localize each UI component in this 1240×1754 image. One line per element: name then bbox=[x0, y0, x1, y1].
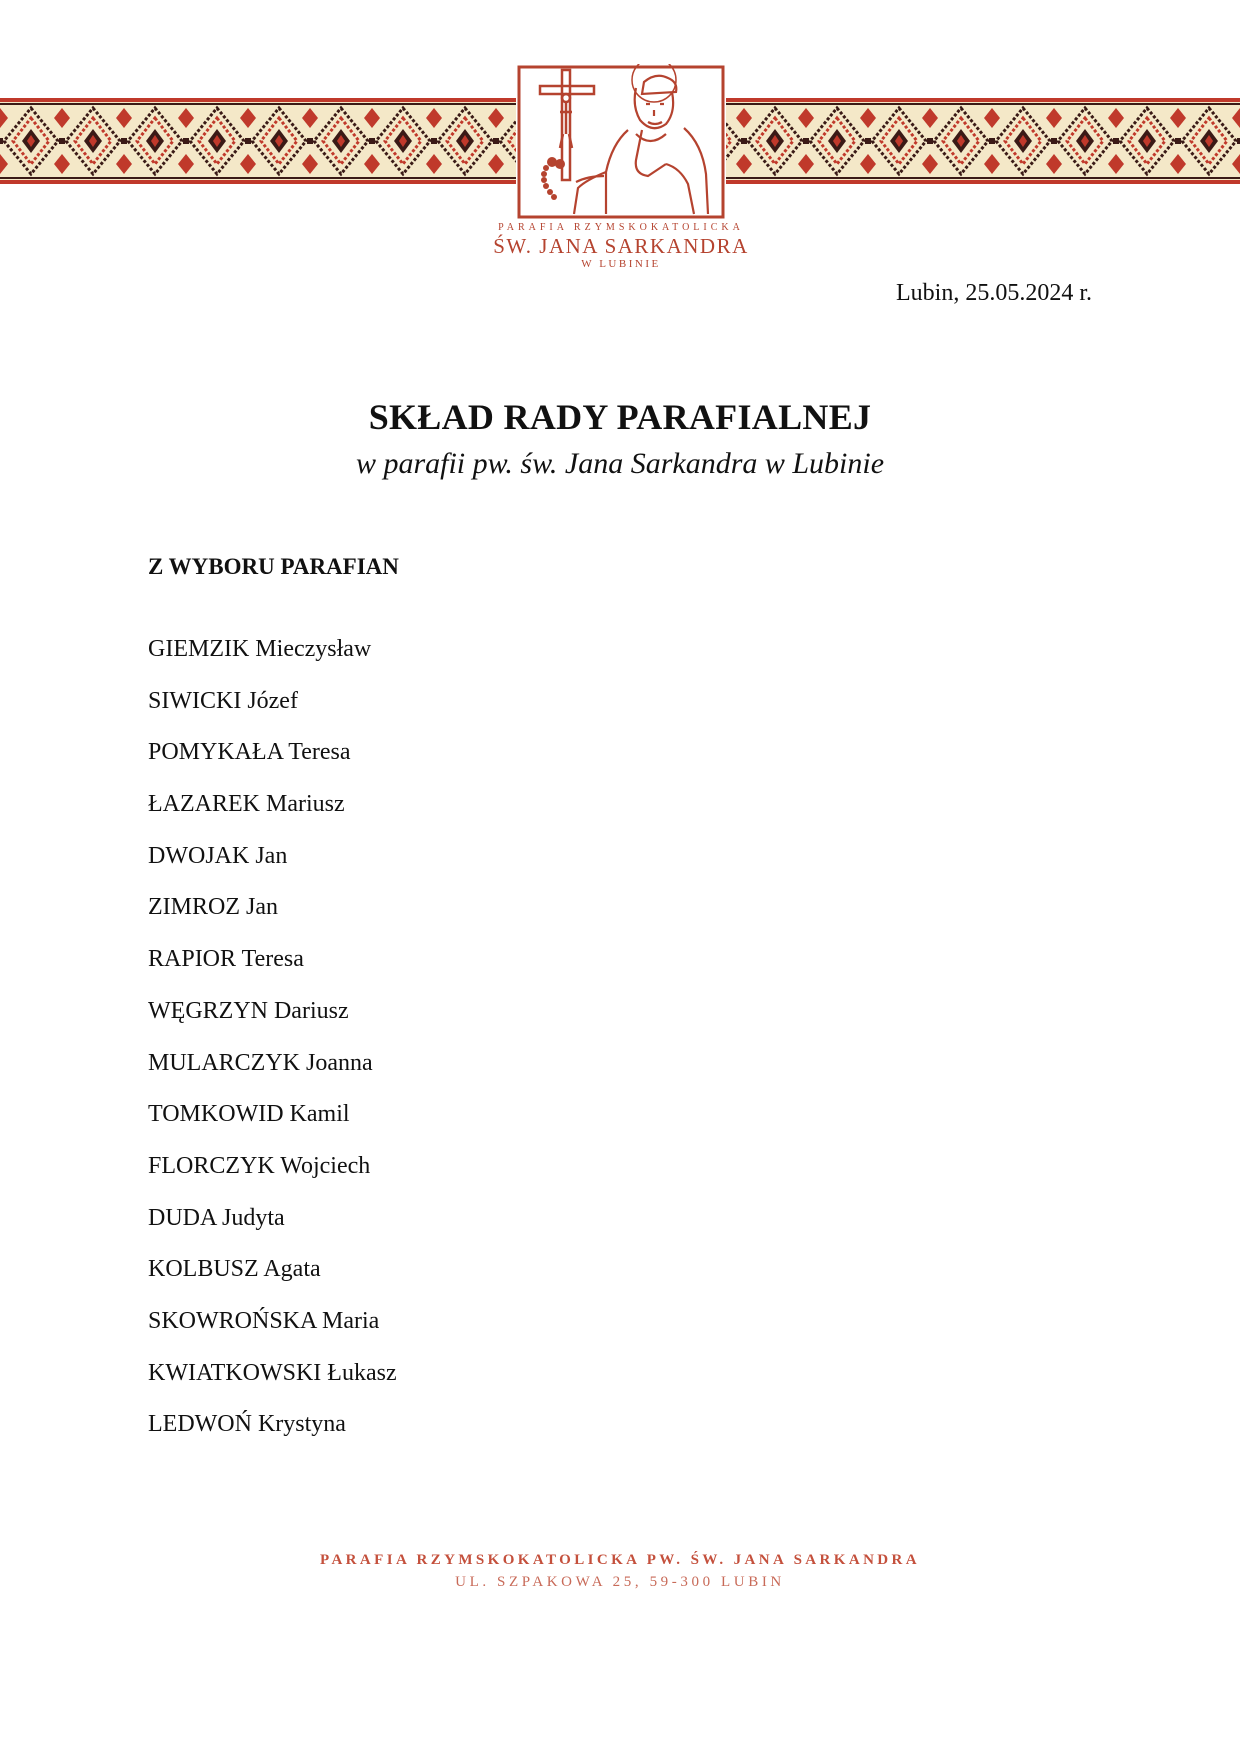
footer-parish-name: PARAFIA RZYMSKOKATOLICKA PW. ŚW. JANA SARKANDRA bbox=[320, 1552, 920, 1568]
member-item: POMYKAŁA Teresa bbox=[148, 739, 351, 766]
logo-caption-sub: W LUBINIE bbox=[581, 258, 661, 270]
member-item: TOMKOWID Kamil bbox=[148, 1101, 350, 1128]
document-title: SKŁAD RADY PARAFIALNEJ bbox=[368, 397, 872, 437]
member-item: DWOJAK Jan bbox=[148, 842, 288, 869]
member-item: KWIATKOWSKI Łukasz bbox=[148, 1359, 397, 1386]
member-item: MULARCZYK Joanna bbox=[148, 1049, 373, 1076]
page-footer bbox=[0, 1549, 1240, 1593]
logo-caption-top: PARAFIA RZYMSKOKATOLICKA bbox=[498, 222, 744, 233]
parish-logo bbox=[516, 64, 726, 220]
footer-address: UL. SZPAKOWA 25, 59-300 LUBIN bbox=[455, 1574, 785, 1590]
logo-caption bbox=[480, 222, 762, 271]
member-item: SKOWROŃSKA Maria bbox=[148, 1307, 380, 1334]
member-item: FLORCZYK Wojciech bbox=[148, 1152, 371, 1179]
member-item: WĘGRZYN Dariusz bbox=[148, 997, 349, 1024]
member-item: LEDWOŃ Krystyna bbox=[148, 1411, 346, 1438]
member-item: ZIMROZ Jan bbox=[148, 894, 278, 921]
member-item: RAPIOR Teresa bbox=[148, 946, 304, 973]
member-item: DUDA Judyta bbox=[148, 1204, 285, 1231]
member-item: ŁAZAREK Mariusz bbox=[148, 791, 345, 818]
member-item: SIWICKI Józef bbox=[148, 687, 298, 714]
logo-caption-main: ŚW. JANA SARKANDRA bbox=[493, 234, 749, 258]
document-subtitle: w parafii pw. św. Jana Sarkandra w Lubinie bbox=[355, 447, 885, 480]
member-item: KOLBUSZ Agata bbox=[148, 1256, 321, 1283]
member-list bbox=[148, 634, 397, 1461]
section-heading: Z WYBORU PARAFIAN bbox=[148, 554, 399, 579]
document-date: Lubin, 25.05.2024 r. bbox=[896, 280, 1092, 306]
member-item: GIEMZIK Mieczysław bbox=[148, 636, 372, 662]
